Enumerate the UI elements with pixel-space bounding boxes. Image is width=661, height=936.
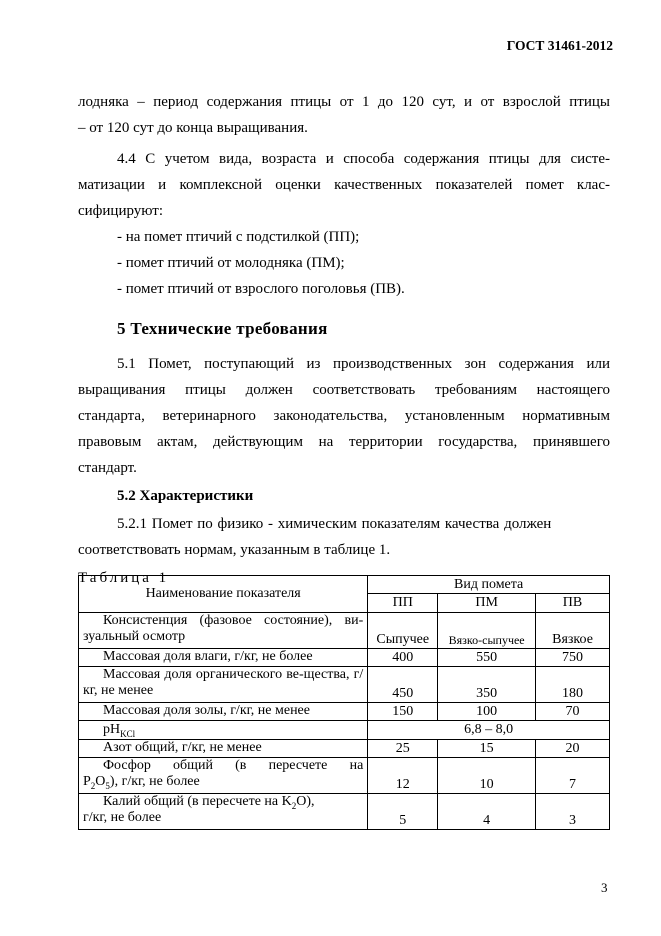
- cell-pv: Вязкое: [536, 613, 610, 649]
- list-item: - на помет птичий с подстилкой (ПП);: [117, 229, 360, 245]
- cell-pm: 100: [438, 703, 536, 721]
- cell-pp: 400: [368, 649, 438, 667]
- text-line: лодняка – период содержания птицы от 1 до 120 сут, и от взрослой птицы: [78, 94, 610, 110]
- cell-pp: 12: [368, 758, 438, 794]
- text-line: 5.1 Помет, поступающий из производственных зон содержания или: [117, 356, 610, 372]
- cell-pp: 150: [368, 703, 438, 721]
- cell-pp: 25: [368, 740, 438, 758]
- row-name-ph: [79, 721, 368, 740]
- text-line: соответствовать нормам, указанным в таблице 1.: [78, 542, 391, 558]
- cell-pv: 20: [536, 740, 610, 758]
- formula-part: P: [83, 774, 91, 789]
- formula-sub: 5: [105, 780, 110, 791]
- list-item: - помет птичий от взрослого поголовья (ПВ).: [117, 281, 405, 297]
- row-name: [79, 758, 368, 794]
- row-name: [79, 794, 368, 830]
- cell-pm: 550: [438, 649, 536, 667]
- text-line: стандарта, ветеринарного законодательства, установленным нормативным: [78, 408, 610, 424]
- header-pm: ПМ: [438, 594, 536, 613]
- header-indicator-name: Наименование показателя: [79, 576, 368, 613]
- cell-merged: 6,8 – 8,0: [368, 721, 610, 740]
- header-pv: ПВ: [536, 594, 610, 613]
- row-name: Консистенция (фазовое состояние), ви-зуальный осмотр: [79, 613, 368, 649]
- row-name: Массовая доля влаги, г/кг, не более: [79, 649, 368, 667]
- text-line: 5.2.1 Помет по физико - химическим показателям качества должен: [117, 516, 552, 532]
- table-row: [79, 721, 610, 740]
- formula-sub: 2: [90, 780, 96, 791]
- table-row: [79, 613, 610, 649]
- text-line: выращивания птицы должен соответствовать требованиям настоящего: [78, 382, 610, 398]
- table-row: [79, 667, 610, 703]
- cell-pm: 350: [438, 667, 536, 703]
- cell-pm: 10: [438, 758, 536, 794]
- row-name-line2: [83, 774, 363, 790]
- text-line: 4.4 С учетом вида, возраста и способа содержания птицы для систе-: [117, 151, 610, 167]
- table-row: [79, 649, 610, 667]
- section-heading: 5 Технические требования: [117, 319, 328, 338]
- row-name: Массовая доля золы, г/кг, не менее: [79, 703, 368, 721]
- ph-subscript: KCl: [120, 728, 136, 739]
- table-caption: Таблица 1: [78, 570, 170, 586]
- page-number: 3: [601, 880, 608, 895]
- cell-pp: Сыпучее: [368, 613, 438, 649]
- cell-pm: 15: [438, 740, 536, 758]
- formula-part: ), г/кг, не более: [109, 774, 200, 789]
- table-row: [79, 740, 610, 758]
- table-row: [79, 703, 610, 721]
- formula-part: O),: [296, 794, 315, 809]
- text-line: – от 120 сут до конца выращивания.: [78, 120, 308, 136]
- ph-label: pH: [103, 722, 121, 737]
- row-name: Массовая доля органического ве-щества, г/кг, не менее: [79, 667, 368, 703]
- formula-part: O: [95, 774, 106, 789]
- cell-pv: 180: [536, 667, 610, 703]
- formula-sub: 2: [291, 800, 297, 811]
- cell-pv: 70: [536, 703, 610, 721]
- formula-part: Калий общий (в пересчете на K: [103, 794, 292, 809]
- row-name-line2: г/кг, не более: [83, 810, 162, 825]
- header-pp: ПП: [368, 594, 438, 613]
- indicators-table: [78, 575, 610, 830]
- cell-pp: 5: [368, 794, 438, 830]
- header-group: Вид помета: [368, 576, 610, 594]
- text-line: матизации и комплексной оценки качественных показателей помет клас-: [78, 177, 610, 193]
- text-line: сифицируют:: [78, 203, 164, 219]
- subsection-heading: 5.2 Характеристики: [117, 488, 254, 504]
- text-line: стандарт.: [78, 460, 137, 476]
- table-row: [79, 794, 610, 830]
- list-item: - помет птичий от молодняка (ПМ);: [117, 255, 345, 271]
- table-row: [79, 758, 610, 794]
- text-line: правовым актам, действующим на территории государства, принявшего: [78, 434, 610, 450]
- row-name-line1: Фосфор общий (в пересчете на: [103, 758, 364, 773]
- document-id: ГОСТ 31461-2012: [506, 38, 613, 53]
- cell-pv: 3: [536, 794, 610, 830]
- cell-pv: 7: [536, 758, 610, 794]
- cell-pv: 750: [536, 649, 610, 667]
- cell-pp: 450: [368, 667, 438, 703]
- cell-pm: 4: [438, 794, 536, 830]
- row-name-line1: [83, 794, 363, 810]
- cell-pm: Вязко-сыпучее: [438, 613, 536, 649]
- row-name: Азот общий, г/кг, не менее: [79, 740, 368, 758]
